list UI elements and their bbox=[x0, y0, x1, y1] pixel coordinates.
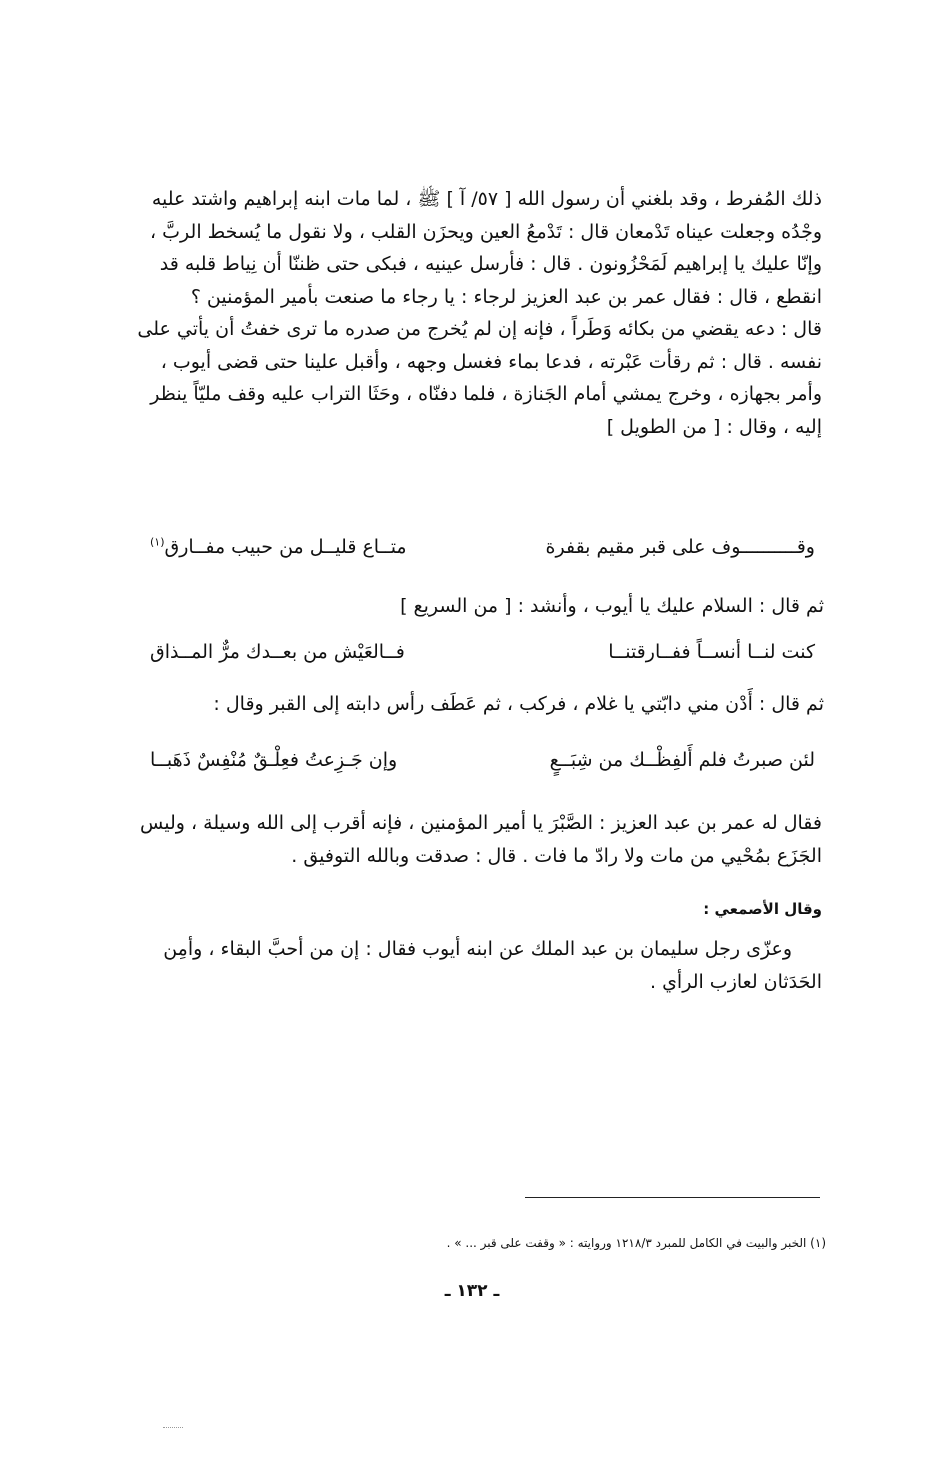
text-line: وأمر بجهازه ، وخرج يمشي أمام الجَنازة ، فلما دفنّاه ، وحَثَا التراب عليه وقف مليّاً ينظر bbox=[150, 383, 822, 405]
page-number: ـ ١٣٢ ـ bbox=[444, 1281, 500, 1301]
verse-3 bbox=[150, 744, 815, 776]
text-line: وعزّى رجل سليمان بن عبد الملك عن ابنه أيوب فقال : إن من أحبَّ البقاء ، وأمِن bbox=[163, 938, 792, 960]
response-paragraph bbox=[110, 807, 822, 872]
verse-2-first-hemistich: كنت لنــا أنســاً ففــارقتنــا bbox=[608, 641, 815, 663]
transition-line: ثم قال : السلام عليك يا أيوب ، وأنشد : [ من السريع ] bbox=[400, 595, 824, 617]
text-line: الحَدَثان لعازب الرأي . bbox=[649, 970, 822, 993]
verse-1-second-hemistich: متــاع قليــل من حبيب مفــارق$^{(١)}$ bbox=[150, 535, 407, 558]
text-line: الجَزَع بمُحْيي من مات ولا رادّ ما فات . قال : صدقت وبالله التوفيق . bbox=[291, 844, 822, 867]
verse-2-second-hemistich: فــالعَيْش من بعــدك مرٌّ المــذاق bbox=[150, 641, 405, 663]
verse-3-first-hemistich: لئن صبرتُ فلم أَلفِظْــك من شِبَــعٍ bbox=[549, 749, 815, 771]
verse-3-second-hemistich: وإن جَـزِعتُ فعِلْـقٌ مُنْفِسٌ ذَهَبــا bbox=[150, 749, 398, 771]
closing-paragraph bbox=[110, 933, 822, 998]
section-heading: وقال الأصمعي : bbox=[703, 900, 822, 918]
text-line: إليه ، وقال : [ من الطويل ] bbox=[606, 415, 822, 438]
footnote: (١) الخبر والبيت في الكامل للمبرد ١٢١٨/٣ وروايته : « وقفت على قبر ... » . bbox=[446, 1236, 826, 1250]
footnote-marker: (١) bbox=[150, 535, 165, 549]
text-line: وجْدُه وجعلت عيناه تَدْمعان قال : تَدْمعُ العين ويحزَن القلب ، ولا نقول ما يُسخط الربَّ ، bbox=[150, 220, 822, 243]
text-line: قال : دعه يقضي من بكائه وَطَراً ، فإنه إن لم يُخرج من صدره ما ترى خفتُ أن يأتي على bbox=[137, 318, 822, 340]
text-line: انقطع ، قال : فقال عمر بن عبد العزيز لرجاء : يا رجاء ما صنعت بأمير المؤمنين ؟ bbox=[190, 285, 822, 308]
verse-2 bbox=[150, 636, 815, 668]
scan-artifact bbox=[163, 1427, 183, 1430]
transition-line: ثم قال : أَدْن مني دابّتي يا غلام ، فركب ، ثم عَطَف رأس دابته إلى القبر وقال : bbox=[213, 693, 824, 715]
text-line: نفسه . قال : ثم رقأت عَبْرته ، فدعا بماء فغسل وجهه ، وأقبل علينا حتى قضى أيوب ، bbox=[160, 350, 822, 373]
intro-paragraph bbox=[110, 183, 822, 443]
verse-1 bbox=[150, 531, 815, 563]
text-line: ذلك المُفرط ، وقد بلغني أن رسول الله [ ٥٧/ آ ] ﷺ ، لما مات ابنه إبراهيم واشتد عليه bbox=[151, 188, 822, 210]
text-line: وإنّا عليك يا إبراهيم لَمَحْزُونون . قال : فأرسل عينيه ، فبكى حتى ظننّا أن نِياط قلبه قد bbox=[159, 253, 822, 275]
text-line: فقال له عمر بن عبد العزيز : الصَّبْرَ يا أمير المؤمنين ، فإنه أقرب إلى الله وسيلة ، وليس bbox=[140, 812, 822, 834]
footnote-divider bbox=[525, 1197, 820, 1198]
verse-1-first-hemistich: وقــــــــــوف على قبر مقيم بقفرة bbox=[545, 536, 815, 558]
